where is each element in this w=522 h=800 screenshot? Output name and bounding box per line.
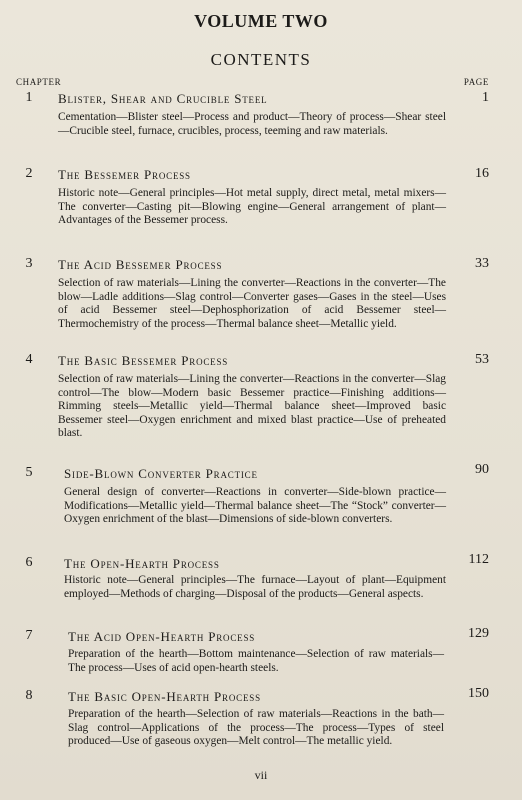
chapter-summary: Preparation of the hearth—Bottom maintenance—Selection of raw materials—The process—Uses of acid open-hearth steels. [68,648,444,674]
page-number: 112 [468,552,489,567]
chapter-number: 8 [25,688,33,703]
page-number: 150 [468,686,489,701]
chapter-summary: General design of converter—Reactions in converter—Side-blown practice—Modifications—Metallic yield—Thermal balance sheet—The “Stock” converter—Oxygen enrichment of the blast—Dimensions of side-blown converters. [64,486,446,525]
page-column-label: PAGE [463,77,489,87]
chapter-summary: Selection of raw materials—Lining the converter—Reactions in the converter—The blow—Ladle additions—Slag control—Converter gases—Gases in the steel—Uses of acid Bessemer steel—Dephosphorization of acid Bessemer steel—Thermochemistry of the process—Thermal balance sheet—Metallic yield. [58,277,446,330]
chapter-number: 1 [25,90,33,105]
chapter-title: The Basic Bessemer Process [58,353,229,368]
chapter-title: Side-Blown Converter Practice [64,466,258,481]
chapter-number: 7 [25,628,33,643]
chapter-column-label: CHAPTER [16,77,62,87]
chapter-number: 2 [25,166,33,181]
chapter-title: The Bessemer Process [58,167,191,182]
page-number: 16 [475,166,489,181]
chapter-title: The Basic Open-Hearth Process [68,689,261,704]
page-number: 33 [475,256,489,271]
page-folio: vii [254,768,268,782]
chapter-summary: Cementation—Blister steel—Process and product—Theory of process—Shear steel—Crucible steel, furnace, crucibles, process, teeming and raw materials. [58,111,446,137]
chapter-number: 4 [25,352,33,367]
chapter-title: Blister, Shear and Crucible Steel [58,91,268,106]
chapter-title: The Acid Bessemer Process [58,257,223,272]
chapter-number: 3 [25,256,33,271]
page-number: 90 [475,462,489,477]
page-number: 1 [482,90,489,105]
chapter-number: 5 [25,465,33,480]
volume-heading: VOLUME TWO [194,11,328,31]
chapter-title: The Open-Hearth Process [64,556,220,571]
contents-heading: CONTENTS [210,50,312,69]
chapter-number: 6 [25,555,33,570]
chapter-summary: Preparation of the hearth—Selection of raw materials—Reactions in the bath—Slag control—Applications of the process—The process—Types of steel produced—Use of gaseous oxygen—Melt control—The metallic yield. [68,708,444,747]
chapter-title: The Acid Open-Hearth Process [68,629,256,644]
chapter-summary: Historic note—General principles—Hot metal supply, direct metal, metal mixers—The converter—Casting pit—Blowing engine—General arrangement of plant—Advantages of the Bessemer process. [58,187,446,226]
page-number: 53 [475,352,489,367]
page-number: 129 [468,626,489,641]
chapter-summary: Selection of raw materials—Lining the converter—Reactions in the converter—Slag control—The blow—Modern basic Bessemer practice—Finishing additions—Rimming steels—Metallic yield—Thermal balance sheet—Improved basic Bessemer steel—Oxygen enrichment and mixed blast practice—Use of preheated blast. [58,373,446,439]
chapter-summary: Historic note—General principles—The furnace—Layout of plant—Equipment employed—Methods of charging—Disposal of the products—General aspects. [64,574,446,600]
